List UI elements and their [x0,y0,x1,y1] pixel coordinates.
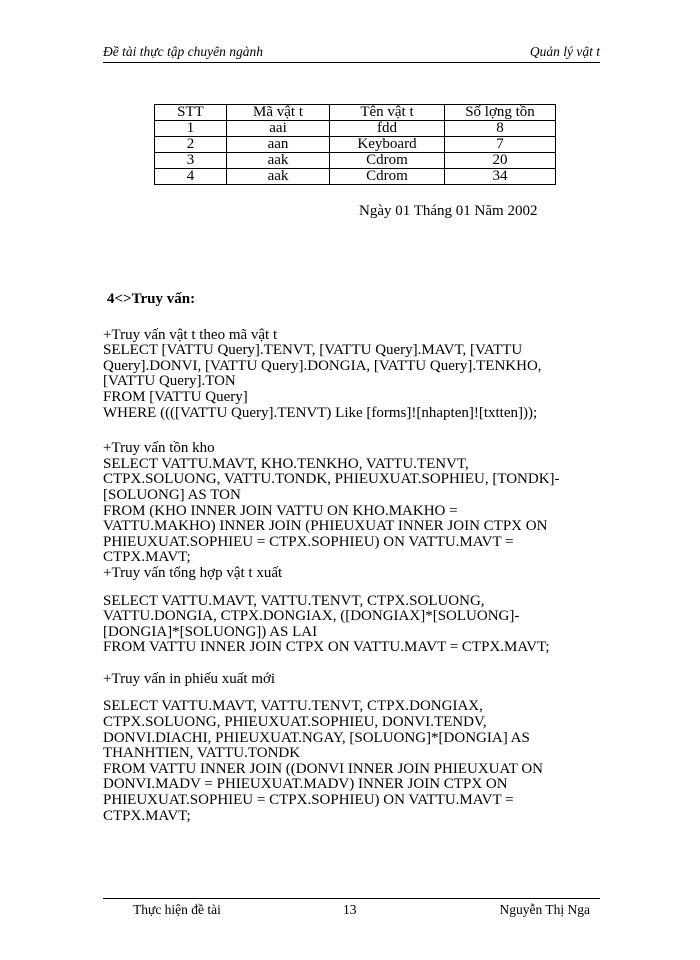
query-line: [VATTU Query].TON [103,373,236,390]
query-title: +Truy vấn vật t theo mã vật t [103,326,278,343]
query-line: CTPX.SOLUONG, PHIEUXUAT.SOPHIEU, DONVI.TENDV, [103,714,487,731]
column-header: STT [155,105,227,121]
query-line: [SOLUONG] AS TON [103,486,241,503]
report-date: Ngày 01 Tháng 01 Năm 2002 [359,203,538,219]
header-title: Đề tài thực tập chuyên ngành [103,44,263,59]
table-cell: 8 [445,121,556,137]
query-line: CTPX.SOLUONG, VATTU.TONDK, PHIEUXUAT.SOPHIEU, [TONDK]- [103,471,560,488]
page-footer [103,898,600,921]
query-line: VATTU.MAKHO) INNER JOIN (PHIEUXUAT INNER JOIN CTPX ON [103,518,548,535]
table-cell: fdd [330,121,445,137]
page-header [103,42,600,63]
table-cell: Keyboard [330,137,445,153]
query-line: SELECT VATTU.MAVT, VATTU.TENVT, CTPX.DONGIAX, [103,698,483,715]
query-line: SELECT VATTU.MAVT, VATTU.TENVT, CTPX.SOLUONG, [103,592,485,609]
query-line: THANHTIEN, VATTU.TONDK [103,745,301,762]
table-cell: aai [227,121,330,137]
section-title: 4<>Truy vấn: [107,291,196,307]
query-line: [DONGIA]*[SOLUONG]) AS LAI [103,623,318,640]
table-row [155,137,556,153]
query-line: FROM [VATTU Query] [103,388,248,405]
table-cell: Cdrom [330,153,445,169]
table-cell: 3 [155,153,227,169]
footer-author: Nguyễn Thị Nga [499,902,590,917]
query-line: DONVI.MADV = PHIEUXUAT.MADV) INNER JOIN CTPX ON [103,776,508,793]
document-body [103,292,593,824]
query-line: Query].DONVI, [VATTU Query].DONGIA, [VATTU Query].TENKHO, [103,357,542,374]
table-cell: 1 [155,121,227,137]
table-header-row [155,105,556,121]
inventory-table [154,104,556,185]
query-line: PHIEUXUAT.SOPHIEU = CTPX.SOPHIEU) ON VATTU.MAVT = [103,792,514,809]
query-line: CTPX.MAVT; [103,807,191,824]
table-cell: 34 [445,169,556,185]
column-header: Mã vật t [227,105,330,121]
query-line: FROM VATTU INNER JOIN ((DONVI INNER JOIN PHIEUXUAT ON [103,760,543,777]
column-header: Số lợng tồn [445,105,556,121]
table-cell: aan [227,137,330,153]
query-line: CTPX.MAVT; [103,549,191,566]
query-line: FROM VATTU INNER JOIN CTPX ON VATTU.MAVT = CTPX.MAVT; [103,639,550,656]
query-line: WHERE ((([VATTU Query].TENVT) Like [forms]![nhapten]![txtten])); [103,404,538,421]
query-line: DONVI.DIACHI, PHIEUXUAT.NGAY, [SOLUONG]*[DONGIA] AS [103,729,530,746]
query-title: +Truy vấn tổng hợp vật t xuất [103,564,283,581]
table-cell: 2 [155,137,227,153]
table-cell: aak [227,169,330,185]
query-line: VATTU.DONGIA, CTPX.DONGIAX, ([DONGIAX]*[SOLUONG]- [103,608,520,625]
query-line: SELECT [VATTU Query].TENVT, [VATTU Query].MAVT, [VATTU [103,342,523,359]
query-line: FROM (KHO INNER JOIN VATTU ON KHO.MAKHO = [103,502,458,519]
table-row [155,169,556,185]
query-title: +Truy vấn in phiếu xuất mới [103,670,276,687]
table-cell: aak [227,153,330,169]
table-row [155,121,556,137]
page-number: 13 [343,902,357,917]
column-header: Tên vật t [330,105,445,121]
footer-left: Thực hiện đề tài [133,902,221,917]
table-row [155,153,556,169]
query-line: SELECT VATTU.MAVT, KHO.TENKHO, VATTU.TENVT, [103,455,469,472]
table-cell: Cdrom [330,169,445,185]
query-title: +Truy vấn tồn kho [103,440,215,457]
table-cell: 7 [445,137,556,153]
table-cell: 20 [445,153,556,169]
table-cell: 4 [155,169,227,185]
query-line: PHIEUXUAT.SOPHIEU = CTPX.SOPHIEU) ON VATTU.MAVT = [103,533,514,550]
header-subject: Quản lý vật t [529,44,600,59]
